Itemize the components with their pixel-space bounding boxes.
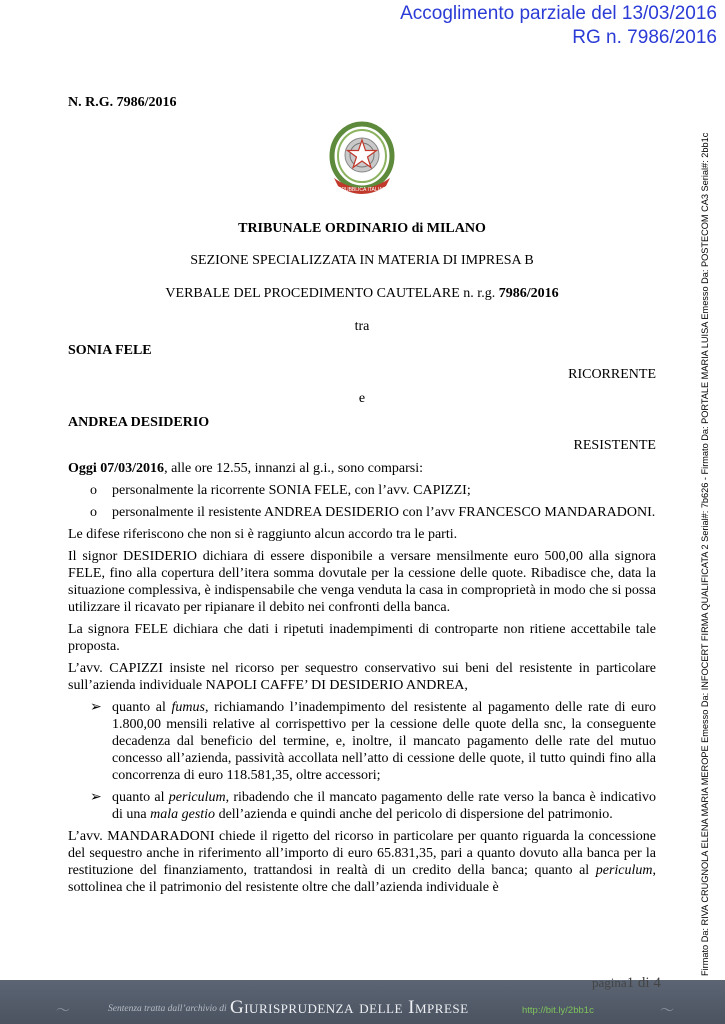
intro-paragraph (68, 460, 656, 477)
arrow-bullet-icon: ➢ (90, 790, 102, 805)
emblem-text: REPUBBLICA ITALIANA (334, 187, 390, 193)
intro-text: , alle ore 12.55, innanzi al g.i., sono comparsi: (164, 461, 424, 476)
swirl-right-icon: 〜 (660, 1004, 674, 1019)
paragraph-3: La signora FELE dichiara che dati i ripetuti inadempimenti di controparte non ritiene accettabile tale proposta. (68, 622, 656, 654)
fumus-argument (112, 699, 656, 784)
stamp-line-2: RG n. 7986/2016 (572, 27, 717, 48)
periculum-argument (112, 789, 656, 823)
paragraph-1: Le difese riferiscono che non si è raggiunto alcun accordo tra le parti. (68, 527, 458, 542)
verbale-number: 7986/2016 (498, 286, 559, 301)
text-italic: fumus (171, 700, 205, 715)
case-number: N. R.G. 7986/2016 (68, 95, 177, 110)
source-link[interactable]: http://bit.ly/2bb1c (522, 1005, 594, 1016)
stamp-line-1: Accoglimento parziale del 13/03/2016 (400, 3, 717, 24)
swirl-left-icon: 〜 (56, 1004, 70, 1019)
italian-emblem-icon (324, 118, 400, 198)
page-of: di (634, 975, 654, 991)
claimant-role: RICORRENTE (568, 367, 656, 382)
text-fragment: quanto al (112, 790, 169, 805)
text-italic: mala gestio (150, 807, 216, 822)
list-item (68, 504, 656, 521)
claimant-name: SONIA FELE (68, 343, 152, 358)
hearing-date: Oggi 07/03/2016 (68, 461, 165, 476)
tra-label: tra (354, 319, 370, 334)
brand-name: Giurisprudenza delle Imprese (230, 997, 469, 1018)
respondent-name: ANDREA DESIDERIO (68, 415, 210, 430)
archive-label: Sentenza tratta dall’archivio di (108, 1004, 227, 1014)
document-body (68, 460, 656, 901)
court-section: SEZIONE SPECIALIZZATA IN MATERIA DI IMPRESA B (190, 253, 534, 268)
decision-stamp (400, 2, 717, 50)
list-item (68, 699, 656, 784)
text-fragment: quanto al (112, 700, 172, 715)
present-claimant: personalmente la ricorrente SONIA FELE, con l’avv. CAPIZZI; (112, 483, 471, 498)
digital-signature-text: Firmato Da: RIVA CRUGNOLA ELENA MARIA MEROPE Emesso Da: INFOCERT FIRMA QUALIFICATA 2 Serial#: 7b626 - Firmato Da: PORTALE MARIA LUISA Emesso Da: POSTECOM CA3 Serial#: 2bb1c (700, 132, 710, 976)
list-item (68, 482, 656, 499)
verbale-prefix: VERBALE DEL PROCEDIMENTO CAUTELARE n. r.g. (165, 286, 499, 301)
text-fragment: dell’azienda e quindi anche del pericolo di dispersione del patrimonio. (215, 807, 613, 822)
list-item (68, 789, 656, 823)
text-italic: periculum (595, 863, 653, 878)
text-fragment: , ribadendo che il mancato pagamento delle rate verso la banca è indicativo di una (112, 790, 657, 822)
text-italic: periculum (168, 790, 226, 805)
footer-bar (0, 975, 725, 1024)
text-fragment: , richiamando l’inadempimento del resistente al pagamento delle rate di euro 1.800,00 mensili relative al corrispettivo per la cessione delle quote della snc, la conseguente decadenza dal beneficio del termine, e, inoltre, il mancato pagamento delle rate del mutuo concesso all’azienda, passività accollata nell’atto di cessione delle quote, il tutto quindi fino alla concorrenza di euro 118.581,35, oltre accessori; (112, 700, 656, 783)
bullet-marker: o (90, 505, 97, 520)
arrow-bullet-icon: ➢ (90, 700, 102, 715)
page-current: 1 (626, 975, 635, 991)
paragraph-5 (68, 828, 656, 896)
court-name: TRIBUNALE ORDINARIO di MILANO (238, 221, 486, 236)
present-respondent: personalmente il resistente ANDREA DESIDERIO con l’avv FRANCESCO MANDARADONI. (112, 505, 656, 520)
e-label: e (358, 391, 366, 406)
paragraph-4: L’avv. CAPIZZI insiste nel ricorso per sequestro conservativo sui beni del resistente in particolare sull’azienda individuale NAPOLI CAFFE’ DI DESIDERIO ANDREA, (68, 661, 656, 693)
page-label: pagina (592, 975, 627, 990)
verbale-title (68, 285, 656, 302)
text-fragment: L’avv. MANDARADONI chiede il rigetto del ricorso in particolare per quanto riguarda la concessione del sequestro anche in riferimento all’importo di euro 65.831,35, pari a quanto dovuto alla banca per la restituzione del finanziamento, trattandosi in realtà di un credito della banca; quanto al (68, 829, 656, 878)
page-total: 4 (653, 975, 661, 991)
page-indicator (592, 975, 661, 992)
text-fragment: , sottolinea che il patrimonio del resistente oltre che dall’azienda individuale è (68, 863, 656, 895)
paragraph-2: Il signor DESIDERIO dichiara di essere disponibile a versare mensilmente euro 500,00 alla signora FELE, fino alla copertura dell’itera somma dovutale per la cessione delle quote. Ribadisce che, data la situazione complessiva, è indispensabile che venga venduta la casa in comproprietà in modo che si possa utilizzare il ricavato per ripianare il debito nei confronti della banca. (68, 549, 656, 615)
respondent-role: RESISTENTE (573, 438, 656, 453)
bullet-marker: o (90, 483, 97, 498)
